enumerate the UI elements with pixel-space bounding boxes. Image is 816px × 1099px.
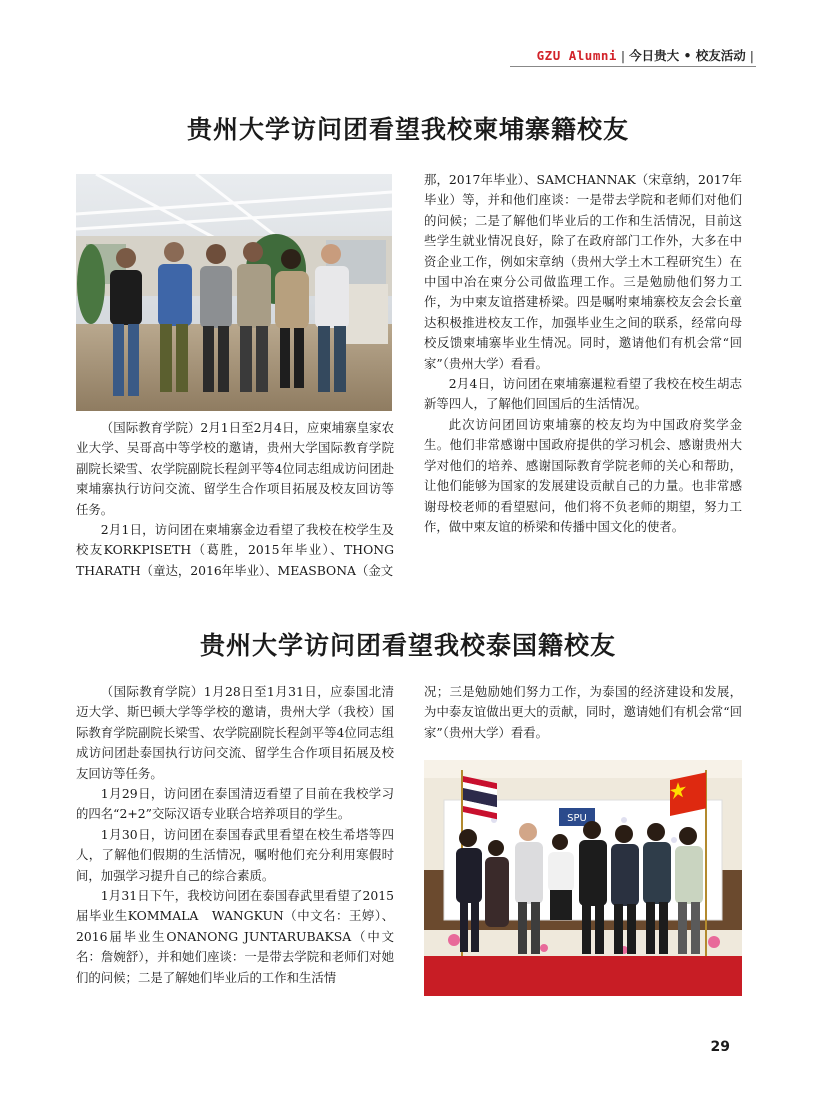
header-rule	[510, 66, 756, 67]
article2-left-paragraph: 1月31日下午，我校访问团在泰国春武里看望了2015届毕业生KOMMALA WANGKUN（中文名：王婷）、2016届毕业生ONANONG JUNTARUBAKSA（中文名：詹婉舒），并和她们座谈：一是带去学院和老师们对她们的问候；二是了解她们毕业后的工作和生活情	[76, 888, 394, 985]
header-brand: GZU Alumni	[536, 48, 617, 63]
article2-right-paragraph: 况；三是勉励她们努力工作，为泰国的经济建设和发展，为中泰友谊做出更大的贡献，同时，邀请她们有机会常“回家”（贵州大学）看看。	[424, 684, 742, 740]
article2-left-paragraph: 1月29日，访问团在泰国清迈看望了目前在我校学习的四名“2+2”交际汉语专业联合培养项目的学生。	[76, 786, 394, 822]
article1-title: 贵州大学访问团看望我校柬埔寨籍校友	[186, 115, 629, 144]
article2-right-column	[424, 682, 742, 743]
header-separator: |	[620, 48, 626, 63]
header-section: 今日贵大 • 校友活动	[629, 48, 746, 63]
article1-right-paragraph: 那，2017年毕业）、SAMCHANNAK（宋章纳，2017年毕业）等，并和他们座谈：一是带去学院和老师们对他们的问候；二是了解他们毕业后的工作和生活情况，目前这些学生就业情况良好，除了在政府部门工作外，大多在中资企业工作，例如宋章纳（贵州大学土木工程研究生）在中国中冶在柬分公司做监理工作。三是勉励他们努力工作，为中柬友谊搭建桥梁。四是嘱咐柬埔寨校友会会长童达积极推进校友工作，加强毕业生之间的联系，经常向母校反馈柬埔寨毕业生情况。同时，邀请他们有机会常“回家”（贵州大学）看看。	[424, 172, 742, 371]
article1-photo	[76, 174, 392, 411]
running-header	[537, 46, 754, 64]
cambodia-group-photo	[76, 174, 392, 411]
article2-title: 贵州大学访问团看望我校泰国籍校友	[199, 631, 616, 660]
header-end-bar: |	[749, 48, 754, 63]
article2-left-paragraph: （国际教育学院）1月28日至1月31日，应泰国北清迈大学、斯巴顿大学等学校的邀请，贵州大学（我校）国际教育学院副院长梁雪、农学院副院长程剑平等4位同志组成访问团赴泰国执行访问交流、留学生合作项目拓展及校友回访等任务。	[76, 684, 394, 781]
article2-left-paragraph: 1月30日，访问团在泰国春武里看望在校生希塔等四人，了解他们假期的生活情况，嘱咐他们充分利用寒假时间，加强学习提升自己的综合素质。	[76, 826, 394, 883]
article1-left-paragraph: 2月1日，访问团在柬埔寨金边看望了我校在校学生及校友KORKPISETH（葛胜，2015年毕业）、THONG THARATH（童达，2016年毕业）、MEASBONA（金文	[76, 522, 394, 578]
article1-left-column	[76, 418, 394, 581]
thailand-group-photo	[424, 760, 742, 996]
article1-left-paragraph: （国际教育学院）2月1日至2月4日，应柬埔寨皇家农业大学、吴哥高中等学校的邀请，贵州大学国际教育学院副院长梁雪、农学院副院长程剑平等4位同志组成访问团赴柬埔寨执行访问交流、留学生合作项目拓展及校友回访等任务。	[76, 420, 394, 517]
page-number: 29	[710, 1039, 730, 1055]
article1-right-paragraph: 2月4日，访问团在柬埔寨暹粒看望了我校在校生胡志新等四人，了解他们回国后的生活情况。	[424, 376, 742, 412]
article1-right-column	[424, 170, 742, 537]
spu-sign: SPU	[567, 813, 587, 824]
article1-right-paragraph: 此次访问团回访柬埔寨的校友均为中国政府奖学金生。他们非常感谢中国政府提供的学习机会、感谢贵州大学对他们的培养、感谢国际教育学院老师的关心和帮助，让他们能够为国家的发展建设贡献自己的力量。也非常感谢母校老师的看望慰问，他们将不负老师的期望，努力工作，做中柬友谊的桥梁和传播中国文化的使者。	[424, 416, 742, 534]
article2-photo	[424, 760, 742, 996]
article2-left-column	[76, 682, 394, 988]
